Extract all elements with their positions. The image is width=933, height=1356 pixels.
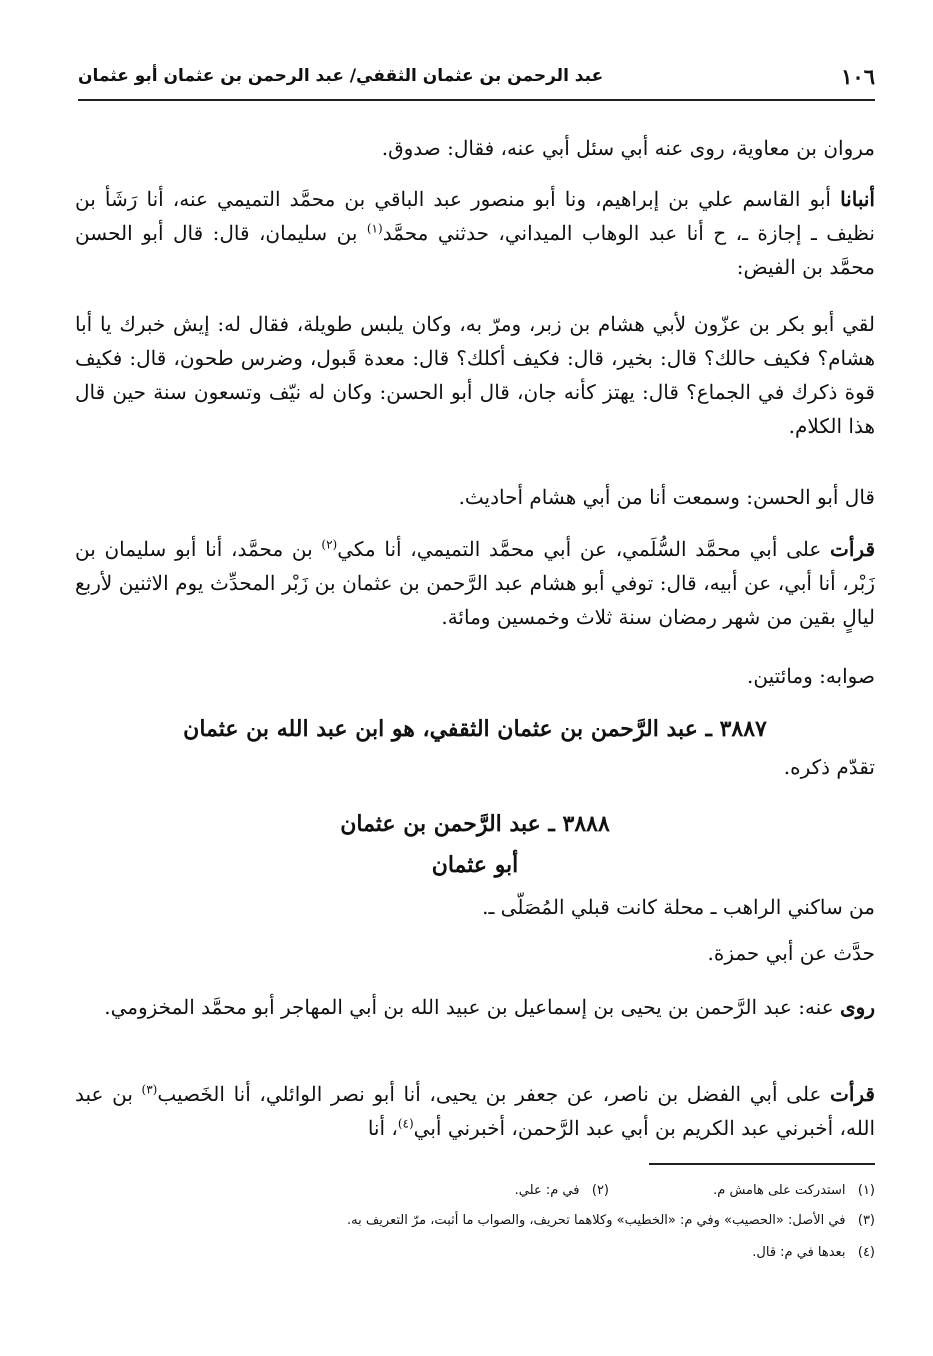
running-title: عبد الرحمن بن عثمان الثقفي/ عبد الرحمن بن عثمان أبو عثمان: [78, 66, 604, 86]
page-header: [78, 62, 875, 96]
paragraph: قال أبو الحسن: وسمعت أنا من أبي هشام أحاديث.: [458, 485, 875, 509]
paragraph-keyword: قرأت: [830, 1082, 875, 1106]
footnote-text: في الأصل: «الحصيب» وفي م: «الخطيب» وكلاهما تحريف، والصواب ما أثبت، مرّ التعريف به.: [346, 1213, 846, 1228]
paragraph-text: بن سليمان، قال: قال أبو الحسن محمَّد بن الفيض:: [75, 221, 875, 279]
paragraph: حدَّث عن أبي حمزة.: [707, 941, 875, 965]
footnote-4: [75, 1245, 875, 1260]
footnote-number: (٣): [857, 1213, 875, 1228]
paragraph-text: بن عبد الله، أخبرني عبد الكريم بن أبي عبد الرَّحمن، أخبرني أبي: [75, 1082, 875, 1140]
paragraph: [75, 1077, 875, 1145]
paragraph-text: ، أنا: [367, 1116, 398, 1140]
entry-heading: ٣٨٨٧ ـ عبد الرَّحمن بن عثمان الثقفي، هو ابن عبد الله بن عثمان: [183, 716, 767, 742]
paragraph-keyword: أنبانا: [840, 187, 875, 211]
entry-subheading: أبو عثمان: [431, 852, 519, 878]
paragraph: [75, 532, 875, 634]
footnote-ref[interactable]: (٣): [141, 1082, 158, 1097]
footnote-1: [713, 1183, 875, 1198]
footnote-rule: [649, 1163, 875, 1165]
paragraph-keyword: قرأت: [830, 537, 876, 561]
paragraph: مروان بن معاوية، روى عنه أبي سئل أبي عنه، فقال: صدوق.: [381, 136, 875, 160]
footnote-ref[interactable]: (١): [366, 221, 383, 236]
paragraph: [75, 182, 875, 284]
footnote-ref[interactable]: (٤): [397, 1116, 414, 1131]
paragraph: تقدّم ذكره.: [783, 755, 875, 779]
footnote-number: (١): [857, 1183, 875, 1198]
footnote-number: (٤): [857, 1245, 875, 1260]
paragraph: من ساكني الراهب ـ محلة كانت قبلي المُصَلّى ـ.: [482, 895, 875, 919]
paragraph-text: على أبي محمَّد السُّلَمي، عن أبي محمَّد التميمي، أنا مكي: [337, 537, 831, 561]
footnote-text: بعدها في م: قال.: [752, 1245, 846, 1260]
footnote-2: [515, 1183, 609, 1198]
footnote-ref[interactable]: (٢): [321, 537, 338, 552]
paragraph-text: بن محمَّد، أنا أبو سليمان بن زَبْر، أنا أبي، عن أبيه، قال: توفي أبو هشام عبد الرَّحمن بن عثمان بن زَبْر المحدِّث يوم الاثنين لأربع ليالٍ بقين من شهر رمضان سنة ثلاث وخمسين ومائة.: [75, 537, 875, 629]
entry-heading: ٣٨٨٨ ـ عبد الرَّحمن بن عثمان: [340, 811, 610, 837]
header-rule: [78, 99, 875, 101]
footnote-text: في م: علي.: [514, 1183, 580, 1198]
footnote-number: (٢): [591, 1183, 609, 1198]
paragraph-text: على أبي الفضل بن ناصر، عن جعفر بن يحيى، أنا أبو نصر الوائلي، أنا الخَصيب: [157, 1082, 831, 1106]
paragraph: صوابه: ومائتين.: [747, 664, 875, 688]
paragraph-text: عنه: عبد الرَّحمن بن يحيى بن إسماعيل بن عبيد الله بن أبي المهاجر أبو محمَّد المخزومي.: [104, 995, 841, 1019]
paragraph: لقي أبو بكر بن عزّون لأبي هشام بن زبر، ومرّ به، وكان يلبس طويلة، فقال له: إيش خبرك يا أبا هشام؟ فكيف حالك؟ قال: بخير، قال: فكيف أكلك؟ قال: معدة قَبول، وضرس طحون، قال: فكيف قوة ذكرك في الجماع؟ قال: يهتز كأنه جان، قال أبو الحسن: وكان له نيّف وتسعون سنة حين قال هذا الكلام.: [75, 312, 875, 438]
page-number: ١٠٦: [841, 64, 875, 89]
footnote-line: [75, 1183, 875, 1198]
paragraph-text: أبو القاسم علي بن إبراهيم، ونا أبو منصور عبد الباقي بن محمَّد التميمي عنه، أنا رَشَأ بن نظيف ـ إجازة ـ، ح أنا عبد الوهاب الميداني، حدثني محمَّد: [75, 187, 876, 245]
paragraph-keyword: روى: [840, 995, 875, 1019]
footnote-3: [75, 1213, 875, 1228]
footnote-text: استدركت على هامش م.: [713, 1183, 846, 1198]
paragraph: [75, 990, 875, 1024]
